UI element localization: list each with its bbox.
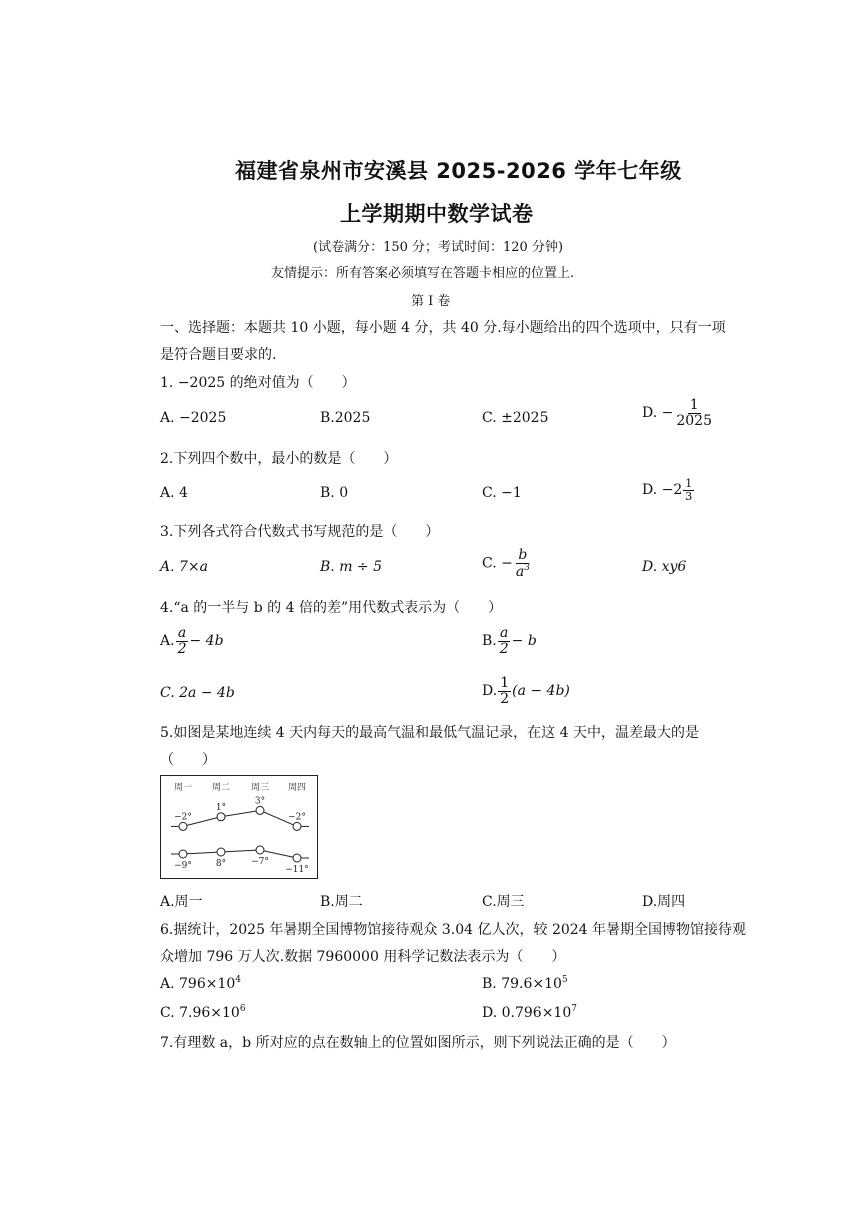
- q2-d-prefix: D. −2: [642, 482, 683, 499]
- q4-stem: 4.“a 的一半与 b 的 4 倍的差”用代数式表示为（ ）: [160, 600, 503, 616]
- q4-d-numerator: 1: [500, 675, 510, 691]
- q2-option-d: [642, 478, 695, 502]
- q5-option-d: D.周四: [642, 894, 686, 910]
- q2-option-c: C. −1: [482, 485, 522, 501]
- chart-data-label: 3°: [254, 796, 266, 807]
- q1-d-denominator: 2025: [676, 412, 712, 429]
- q3-option-d: D. xy6: [642, 559, 687, 575]
- q6-b-base: B. 79.6×10: [482, 976, 562, 992]
- q3-c-denominator: a: [515, 563, 525, 580]
- q6-stem-line-2: 众增加 796 万人次.数据 7960000 用科学记数法表示为（ ）: [160, 949, 566, 965]
- q5-option-a: A.周一: [160, 894, 203, 910]
- q1-option-c: C. ±2025: [482, 410, 549, 426]
- q2-d-numerator: 1: [685, 477, 693, 490]
- q4-option-b: [482, 626, 537, 656]
- volume-label: 第 I 卷: [411, 294, 451, 309]
- q5-option-c: C.周三: [482, 894, 525, 910]
- q4-d-fraction: [498, 676, 511, 706]
- q4-option-a: [160, 626, 224, 656]
- chart-data-label: −11°: [285, 865, 309, 875]
- chart-point: [293, 854, 301, 862]
- chart-data-label: −2°: [288, 812, 306, 823]
- q4-option-d: [482, 676, 570, 706]
- q5-option-b: B.周二: [320, 894, 363, 910]
- temperature-chart-svg: [161, 776, 316, 877]
- q4-b-denominator: 2: [499, 640, 509, 657]
- q4-a-numerator: a: [177, 625, 187, 641]
- q6-c-base: C. 7.96×10: [160, 1005, 240, 1021]
- q5-stem-line-1: 5.如图是某地连续 4 天内每天的最高气温和最低气温记录，在这 4 天中，温差最大的是: [160, 725, 699, 741]
- q4-a-prefix: A.: [160, 633, 175, 650]
- q6-d-exponent: 7: [571, 1004, 577, 1014]
- chart-data-label: 1°: [215, 802, 227, 813]
- q4-b-prefix: B.: [482, 633, 497, 650]
- q2-option-a: A. 4: [160, 485, 188, 501]
- chart-data-label: −9°: [174, 861, 192, 871]
- q4-a-fraction: [176, 626, 189, 656]
- q3-c-prefix: C. −: [482, 555, 513, 572]
- q4-a-suffix: − 4b: [189, 633, 224, 650]
- q3-option-c: [482, 548, 533, 579]
- q4-d-prefix: D.: [482, 683, 498, 700]
- q1-stem: 1. −2025 的绝对值为（ ）: [160, 375, 356, 391]
- chart-point: [217, 813, 225, 821]
- chart-point: [293, 822, 301, 830]
- q1-d-prefix: D. −: [642, 405, 674, 422]
- q1-d-numerator: 1: [689, 397, 699, 413]
- chart-day-label: 周三: [250, 783, 270, 793]
- q3-option-a: A. 7×a: [160, 559, 208, 575]
- exam-info: (试卷满分：150 分；考试时间：120 分钟): [313, 240, 564, 255]
- q6-a-base: A. 796×10: [160, 976, 236, 992]
- q6-option-c: [160, 1004, 246, 1021]
- chart-series-line: [183, 850, 297, 858]
- section-instructions-line-1: 一、选择题：本题共 10 小题，每小题 4 分，共 40 分.每小题给出的四个选项中，只有一项: [160, 320, 726, 336]
- q2-d-denominator: 3: [685, 489, 693, 503]
- q4-a-denominator: 2: [177, 640, 187, 657]
- q6-b-exponent: 5: [561, 975, 568, 985]
- chart-series-line: [183, 810, 297, 826]
- q3-c-exponent: 3: [524, 562, 530, 573]
- q6-option-d: [482, 1004, 577, 1021]
- q6-c-exponent: 6: [239, 1004, 246, 1014]
- q5-stem-line-2: （ ）: [160, 752, 216, 768]
- q3-c-fraction: [514, 548, 532, 579]
- chart-point: [256, 806, 264, 814]
- section-instructions-line-2: 是符合题目要求的.: [160, 347, 277, 363]
- q1-option-b: B.2025: [320, 410, 371, 426]
- q4-option-c: C. 2a − 4b: [160, 685, 235, 701]
- q1-option-a: A. −2025: [160, 410, 227, 426]
- q6-a-exponent: 4: [235, 975, 242, 985]
- q4-b-suffix: − b: [511, 633, 537, 650]
- q6-option-b: [482, 975, 568, 992]
- q3-c-numerator: b: [518, 547, 528, 563]
- chart-day-label: 周四: [287, 783, 307, 793]
- chart-day-label: 周一: [173, 783, 193, 793]
- q6-d-base: D. 0.796×10: [482, 1005, 572, 1021]
- q2-d-fraction: [683, 478, 694, 502]
- q6-option-a: [160, 975, 241, 992]
- q4-d-suffix: (a − 4b): [512, 683, 570, 700]
- chart-day-label: 周二: [211, 783, 231, 793]
- chart-data-label: −2°: [174, 812, 192, 823]
- q4-d-denominator: 2: [500, 690, 510, 707]
- q1-option-d: [642, 398, 715, 428]
- q6-stem-line-1: 6.据统计，2025 年暑期全国博物馆接待观众 3.04 亿人次，较 2024 年暑期全国博物馆接待观: [160, 922, 747, 938]
- q4-b-numerator: a: [500, 625, 509, 641]
- q2-option-b: B. 0: [320, 485, 349, 501]
- chart-point: [256, 846, 264, 854]
- chart-point: [179, 850, 187, 858]
- title-line-2: 上学期期中数学试卷: [340, 202, 534, 226]
- q3-stem: 3.下列各式符合代数式书写规范的是（ ）: [160, 524, 440, 540]
- chart-point: [217, 848, 225, 856]
- q3-option-b: B. m ÷ 5: [320, 559, 383, 575]
- q1-d-fraction: [674, 398, 714, 428]
- notice: 友情提示：所有答案必须填写在答题卡相应的位置上.: [271, 266, 575, 281]
- q7-stem: 7.有理数 a，b 所对应的点在数轴上的位置如图所示，则下列说法正确的是（ ）: [160, 1035, 676, 1051]
- chart-point: [179, 822, 187, 830]
- title-line-1: 福建省泉州市安溪县 2025-2026 学年七年级: [235, 159, 682, 183]
- chart-data-label: 8°: [215, 859, 227, 869]
- chart-data-label: −7°: [251, 857, 269, 867]
- q2-stem: 2.下列四个数中，最小的数是（ ）: [160, 451, 398, 467]
- temperature-chart: [160, 775, 318, 879]
- q4-b-fraction: [498, 626, 511, 656]
